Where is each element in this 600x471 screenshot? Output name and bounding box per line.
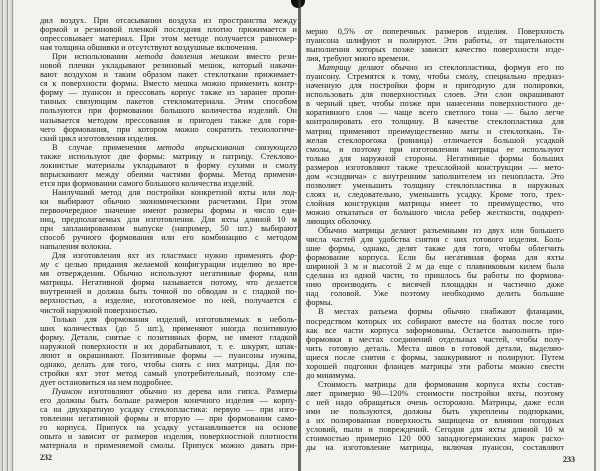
text-segment: использовать для поверхностных слоев. Эти слои окрашивают [306, 90, 564, 100]
text-segment: ляет примерно 90—120% стоимости постройки яхты, поэтому [306, 388, 564, 398]
text-segment: способ ручного формования или его комбинацию с методом [40, 233, 297, 243]
text-line [40, 143, 297, 152]
text-segment: смолы, и поэтому при изготовлении матрицы ее используют [306, 144, 564, 154]
text-segment: матриц применяют преимущественно маты и стеклоткань. Тя- [306, 126, 564, 136]
text-line [40, 342, 297, 351]
text-segment: с ней надо обращаться очень осторожно. Матрицы, даже если [306, 397, 564, 407]
text-line [306, 63, 564, 72]
text-line [306, 425, 564, 434]
text-segment: дом «сэндвича» с внутренним заполнителем из пенопласта. Это [306, 171, 564, 181]
text-segment: до минимума. [306, 370, 356, 380]
text-segment: ими не пользуются, должны быть укреплены подпорками, [306, 406, 564, 416]
text-segment: пуансону. Стремятся к тому, чтобы смолу, специально предназ- [306, 72, 564, 82]
paragraph [40, 52, 297, 142]
text-segment: вают воздухом и таким образом пакет стеклоткани прижимает- [40, 70, 297, 80]
text-segment: напыления волокна. [40, 242, 112, 252]
paragraph [40, 251, 297, 314]
text-segment: ский цикл изготовления изделия. [40, 133, 158, 143]
paragraph [306, 63, 564, 226]
text-segment: впрыскивают между обеими частями формы. Метод применя- [40, 169, 297, 179]
text-line [306, 45, 564, 54]
text-line [306, 235, 564, 244]
text-segment: ется при формовании самого большого количества изделий. [40, 178, 255, 188]
text-line [306, 244, 564, 253]
text-segment: чить готовую деталь. Места швов в готовой детали, выделяю- [306, 343, 564, 353]
text-line [40, 134, 297, 143]
text-line [306, 443, 564, 452]
text-segment: как все части корпуса заформованы. Остается выполнить при- [306, 325, 564, 335]
text-line [40, 97, 297, 106]
text-line [306, 307, 564, 316]
text-line [40, 441, 297, 450]
text-line [306, 344, 564, 353]
page-gutter-divider [298, 0, 301, 471]
text-line [40, 432, 297, 441]
text-line [40, 369, 297, 378]
text-segment: размеров изготовляют также трехслойной конструкции — мето- [306, 162, 564, 172]
text-line [306, 317, 564, 326]
text-line [40, 43, 297, 52]
text-segment: коративного слоя — чаще всего светлого тона — было легче [306, 108, 564, 118]
text-segment: формы. [306, 298, 333, 308]
text-segment: В местах разъема формы обычно снабжают фланцами, [318, 307, 564, 317]
text-segment: чистой наружной поверхностью. [40, 305, 158, 315]
text-segment: дил воздух. При отсасывании воздуха из пространства между [40, 16, 297, 25]
text-segment: пользуются при формовании большого количества изделий. Он [40, 106, 297, 116]
scan-binding-edge [0, 0, 14, 471]
text-line [40, 306, 297, 315]
scan-right-edge [594, 0, 596, 471]
text-line [40, 125, 297, 134]
text-segment: формой и резиновой пленкой последняя плотно прижимается и [40, 25, 297, 35]
text-line [306, 289, 564, 298]
text-line [40, 25, 297, 34]
text-line [40, 215, 297, 224]
text-line [40, 333, 297, 342]
text-segment: шие формы, однако, делят также для того, чтобы облегчить [306, 244, 564, 254]
paragraph [306, 380, 564, 452]
text-segment: са на двухкратную усадку стеклопластика: первую — при изго- [40, 405, 297, 415]
text-segment: ниц, предполагаемых для изготовления. Для яхты длиной 10 м [40, 215, 297, 225]
text-segment: хорошей подгонки фланцев матрицы эти работы можно свести [306, 361, 564, 371]
italic-term: метода давления мешком [135, 52, 239, 62]
text-segment: а их полированная поверхность защищена от влияния погодных [306, 416, 564, 426]
text-line [40, 287, 297, 296]
text-segment: формование корпуса. Если бы негативная форма для яхты [306, 253, 564, 263]
text-line [40, 179, 297, 188]
text-segment: верхностью, а изделие, изготовляемое по ней, получается с [40, 296, 297, 306]
text-line [306, 27, 564, 36]
text-segment: мя отверждения. Обычно используют негативные формы, или [40, 269, 297, 279]
text-segment: при запланированном выпуске (например, 50 шт.) выбирают [40, 224, 297, 234]
text-segment: контролировать его толщину. В качестве стеклопластика для [306, 117, 564, 127]
text-segment: делают обычно из стеклопластика, формуя его по [351, 63, 564, 73]
italic-term: Пуансон [52, 386, 82, 396]
text-line [40, 34, 297, 43]
text-line [40, 197, 297, 206]
page-number-left: 232 [40, 453, 52, 462]
italic-term: метода впрыскивания связующего [156, 142, 297, 152]
left-page-text [40, 16, 297, 450]
text-segment: ды на изготовление матрицы, включая пуансон, составляют [306, 443, 564, 453]
text-line [40, 88, 297, 97]
text-line [306, 253, 564, 262]
text-line [40, 106, 297, 115]
text-line [40, 152, 297, 161]
text-segment: посредством которых их собирают вместе на болтах после того [306, 316, 564, 326]
text-line [40, 116, 297, 125]
text-line [306, 72, 564, 81]
paragraph [40, 315, 297, 387]
text-segment: В случае применения [52, 142, 157, 152]
text-segment: над головой. Уже поэтому необходимо делить большие [306, 289, 564, 299]
text-line [40, 378, 297, 387]
text-line [40, 315, 297, 324]
text-line [306, 326, 564, 335]
text-segment: ки выбирают обычно экономическими расчетами. При этом [40, 196, 297, 206]
text-segment: в черный цвет, чтобы позже при нанесении поверхностного де- [306, 99, 564, 109]
text-line [40, 188, 297, 197]
text-segment: нию производить с висячей площадки и частично даже [306, 280, 564, 290]
italic-term: му [40, 260, 50, 270]
text-line [40, 79, 297, 88]
text-line [306, 380, 564, 389]
text-line [306, 226, 564, 235]
text-segment: лия, требуют много времени. [306, 54, 410, 64]
text-line [306, 389, 564, 398]
text-line [306, 154, 564, 163]
text-segment: опыта и зависит от размеров изделия, поверхностной плотности [40, 432, 297, 442]
text-segment: его должны быть больше размеров конечного изделия — корпу- [40, 395, 297, 405]
text-segment: позволяет уменьшить толщину стеклопластика в наружных [306, 180, 564, 190]
page-number-right: 233 [563, 455, 575, 464]
text-segment: слойная конструкция матрицы имеет то преимущество, что [306, 198, 564, 208]
text-line [306, 271, 564, 280]
text-segment: го корпуса. Припуск на усадку устанавливается на основе [40, 423, 297, 433]
text-line [306, 371, 564, 380]
text-line [40, 161, 297, 170]
text-segment: ся к поверхности формы. Вместо мешка можно применить контр- [40, 79, 297, 89]
text-line [40, 324, 297, 333]
text-line [306, 362, 564, 371]
text-line [306, 163, 564, 172]
italic-term: Матрицу [318, 63, 352, 73]
text-segment: внутренней и должна быть точной по обводам и с гладкой по- [40, 287, 297, 297]
text-segment: танных связующим пакетов стекломатериала. Этим способом [40, 97, 297, 107]
text-line [40, 224, 297, 233]
text-segment: материала и применяемой смолы. Припуск можно давать при- [40, 441, 297, 451]
text-segment: изготовляют обычно из дерева или гипса. Размеры [81, 386, 297, 396]
text-segment: товлении негативной формы и вторую — при формовании само- [40, 414, 297, 424]
text-line [40, 351, 297, 360]
paragraph [40, 16, 297, 52]
text-line [40, 423, 297, 432]
text-line [40, 260, 297, 269]
text-segment: чего формования, при котором можно сократить технологиче- [40, 124, 297, 134]
text-line [306, 127, 564, 136]
text-line [306, 199, 564, 208]
text-line [40, 269, 297, 278]
text-segment: локнистые материалы укладывают в форму сухими и смолу [40, 160, 297, 170]
text-line [306, 145, 564, 154]
paragraph [40, 143, 297, 188]
text-line [40, 16, 297, 25]
text-segment: можно отказаться от большого числа ребер жесткости, подкреп- [306, 207, 564, 217]
text-segment: новой пленки укладывают резиновый мешок, который накачи- [40, 61, 297, 71]
text-line [40, 242, 297, 251]
text-line [40, 396, 297, 405]
text-line [40, 70, 297, 79]
text-line [306, 335, 564, 344]
text-line [306, 190, 564, 199]
text-line [306, 407, 564, 416]
italic-term: фор- [280, 251, 297, 261]
text-segment: ляющих оболочку. [306, 216, 372, 226]
text-segment: наружной поверхности и их дорабатывают, т. е. шкурят, шпак- [40, 341, 297, 351]
text-segment: форму. Детали, снятые с позитивных форм, не имеют гладкой [40, 332, 297, 342]
text-line [306, 90, 564, 99]
text-line [40, 405, 297, 414]
text-segment: стоимостью примерно 120 000 западногерманских марок расхо- [306, 434, 564, 444]
text-line [40, 52, 297, 61]
text-segment: стройки яхт этот метод самый употребительный, поэтому сле- [40, 368, 297, 378]
text-line [306, 416, 564, 425]
text-line [40, 61, 297, 70]
text-line [306, 108, 564, 117]
text-line [306, 81, 564, 90]
text-segment: сделана из одной части, то пришлось бы работы по формова- [306, 271, 564, 281]
text-segment: Только для формования изделий, изготовляемых в неболь- [52, 314, 297, 324]
text-segment: формовки в местах соединений отдельных частей, чтобы полу- [306, 334, 564, 344]
text-line [306, 398, 564, 407]
text-segment: числа частей для удобства снятия с них готового изделия. Боль- [306, 235, 564, 245]
paragraph [40, 188, 297, 251]
text-line [306, 434, 564, 443]
text-segment: опрессовывает материал. При этом методе получается равномер- [40, 34, 297, 44]
text-segment: дует остановиться на нем подробнее. [40, 377, 173, 387]
text-segment: первоочередное значение имеют размеры формы и число еди- [40, 205, 297, 215]
text-segment: слоях и, следовательно, уменьшить усадку. Кроме того, трех- [306, 189, 564, 199]
text-line [306, 208, 564, 217]
text-segment: наченную для постройки форм и пригодную для полировки, [306, 81, 564, 91]
text-segment: Обычно матрицы делают разъемными из двух или большего [318, 226, 564, 236]
text-segment: люют и окрашивают. Позитивные формы — пуансоны нужны, [40, 350, 297, 360]
text-segment: выполнения которых позже зависит качество поверхности изде- [306, 45, 564, 55]
text-segment: однако, делать для того, чтобы снять с них матрицы. Для по- [40, 359, 297, 369]
text-line [306, 217, 564, 226]
text-segment: условий, пыли и повреждений. Сегодня для яхты длиной 10 м [306, 425, 564, 435]
text-line [306, 181, 564, 190]
text-line [40, 206, 297, 215]
text-segment: с целью придания желаемой конфигурации изделию во вре- [49, 260, 297, 270]
text-line [306, 353, 564, 362]
text-segment: также используют две формы: матрицу и патрицу. Стекловo- [40, 151, 297, 161]
text-segment: шириной 3 м и высотой 2 м да еще с плавниковым килем была [306, 262, 564, 272]
text-segment: вместо рези- [238, 52, 297, 62]
text-line [40, 360, 297, 369]
text-segment: ная толщина обшивки и отсутствуют воздушные включения. [40, 43, 258, 53]
text-segment: только для наружной стороны. Негативные формы больших [306, 153, 564, 163]
text-segment: щиеся после снятия с формы, зашкуривают и полируют. Путем [306, 352, 564, 362]
text-line [306, 99, 564, 108]
text-line [306, 54, 564, 63]
text-segment: желая стеклорогожа (ровница) отличается большой усадкой [306, 135, 564, 145]
text-line [306, 172, 564, 181]
text-line [40, 387, 297, 396]
text-line [306, 117, 564, 126]
text-segment: Стоимость матрицы для формования корпуса яхты состав- [318, 379, 564, 389]
text-segment: При использовании [52, 52, 136, 62]
paragraph [306, 226, 564, 307]
text-line [40, 251, 297, 260]
text-line [306, 280, 564, 289]
text-line [40, 296, 297, 305]
text-segment: Наилучший метод для постройки конкретной яхты или лод- [52, 187, 297, 197]
text-segment: матрицы. Негативной форма называется потому, что делается [40, 278, 297, 288]
text-line [40, 278, 297, 287]
text-segment: ших количествах (до 5 шт.), применяют иногда позитивную [40, 323, 297, 333]
text-segment: форму — пуансон и прессовать корпус также из заранее пропи- [40, 88, 297, 98]
paragraph [40, 387, 297, 450]
text-line [306, 262, 564, 271]
text-segment: пуансона шлифуют и полируют. Эти работы, от тщательности [306, 36, 564, 46]
text-segment: мерно 0,5% от поперечных размеров изделия. Поверхность [306, 27, 564, 36]
text-line [40, 414, 297, 423]
paragraph [306, 307, 564, 379]
text-line [306, 298, 564, 307]
text-line [40, 233, 297, 242]
text-segment: называется методом прессования и пригоден также для горя- [40, 115, 297, 125]
right-page-text [306, 27, 564, 452]
text-line [306, 36, 564, 45]
text-segment: Для изготовления яхт из пластмасс нужно применять [52, 251, 280, 261]
text-line [306, 136, 564, 145]
text-line [40, 170, 297, 179]
paragraph [306, 27, 564, 63]
